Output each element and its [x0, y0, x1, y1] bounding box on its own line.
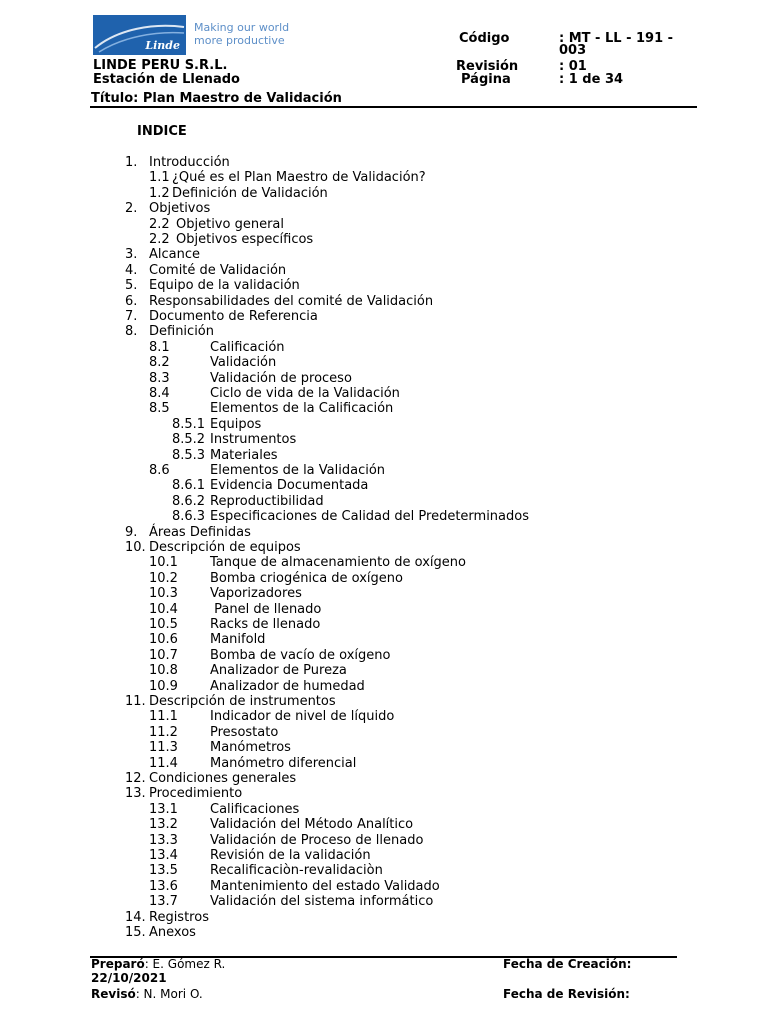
toc-entry-text: Ciclo de vida de la Validación — [210, 386, 400, 401]
toc-entry-number: 10.9 — [149, 678, 178, 694]
toc-entry-number: 8.4 — [149, 386, 170, 401]
toc-entry-text: Especificaciones de Calidad del Predeterminados — [210, 509, 529, 525]
toc-entry-number: 11.1 — [149, 709, 178, 725]
toc-entry-number: 11. — [125, 694, 146, 709]
toc-entry-text: Analizador de humedad — [210, 678, 365, 694]
toc-entry-number: 13.3 — [149, 832, 178, 848]
toc-entry-number: 6. — [125, 293, 138, 309]
toc-entry-number: 8.6.3 — [172, 509, 206, 525]
toc-entry-text: Alcance — [149, 247, 201, 263]
toc-entry-text: Vaporizadores — [210, 586, 302, 602]
toc-entry-text: Elementos de la Calificación — [210, 401, 394, 417]
toc-entry-text: Condiciones generales — [149, 771, 297, 786]
toc-entry-number: 13.7 — [149, 894, 178, 910]
company-name: LINDE PERU S.R.L. — [93, 58, 228, 73]
header-divider — [90, 106, 697, 108]
toc-entry-number: 10.7 — [149, 647, 178, 663]
toc-entry-number: 11.4 — [149, 755, 178, 771]
toc-entry-text: Descripción de instrumentos — [149, 694, 336, 709]
toc-entry-number: 10.5 — [149, 617, 178, 632]
toc-entry-number: 15. — [125, 925, 146, 940]
toc-entry-text: Definición — [149, 324, 214, 340]
toc-entry-number: 8.2 — [149, 355, 170, 371]
toc-entry-number: 1. — [125, 155, 138, 170]
toc-entry-number: 10.8 — [149, 663, 178, 679]
toc-entry-text: Definición de Validación — [172, 185, 328, 201]
toc-entry-text: Documento de Referencia — [149, 309, 318, 324]
toc-entry-text: Materiales — [210, 447, 278, 463]
toc-entry-text: Anexos — [149, 925, 196, 940]
toc-entry-text: Validación del sistema informático — [210, 894, 434, 910]
toc-entry-text: Objetivos específicos — [176, 232, 314, 247]
toc-entry-text: Indicador de nivel de líquido — [210, 709, 395, 725]
toc-entry-text: Manifold — [210, 632, 266, 648]
toc-entry-number: 10. — [125, 540, 146, 555]
toc-entry-text: Elementos de la Validación — [210, 463, 386, 478]
toc-entry-number: 1.1 — [149, 170, 170, 186]
pagina-value: : 1 de 34 — [559, 72, 624, 87]
toc-entry-text: Introducción — [149, 155, 230, 170]
preparo-line — [91, 958, 225, 971]
toc-entry-number: 8.6.1 — [172, 478, 206, 494]
toc-entry-text: Validación del Método Analítico — [210, 817, 414, 833]
toc-entry-text: Equipos — [210, 416, 262, 432]
toc-entry-text: Validación de proceso — [210, 370, 352, 386]
toc-entry-text: Comité de Validación — [149, 262, 287, 278]
toc-entry-number: 13.1 — [149, 801, 178, 817]
toc-entry-text: Bomba de vacío de oxígeno — [210, 647, 391, 663]
revision-value: : 01 — [559, 59, 587, 74]
toc-entry-number: 10.6 — [149, 632, 178, 648]
toc-entry-number: 8.5 — [149, 401, 170, 417]
preparo-label: Preparó — [91, 957, 145, 971]
linde-logo — [93, 15, 186, 55]
toc-entry-text: ¿Qué es el Plan Maestro de Validación? — [172, 170, 426, 186]
toc-entry-number: 8.5.2 — [172, 432, 206, 448]
toc-entry-text: Panel de llenado — [210, 601, 322, 617]
toc-entry-number: 2.2 — [149, 232, 170, 247]
toc-entry-number: 8. — [125, 324, 138, 340]
toc-entry-number: 11.2 — [149, 724, 178, 740]
toc-entry-number: 8.3 — [149, 370, 170, 386]
codigo-value-line1: : MT - LL - 191 - — [559, 31, 674, 46]
toc-entry-number: 3. — [125, 247, 138, 263]
toc-entry-text: Descripción de equipos — [149, 540, 301, 555]
pagina-label: Página — [461, 72, 511, 87]
toc-entry-text: Tanque de almacenamiento de oxígeno — [210, 555, 466, 571]
toc-entry-number: 8.6.2 — [172, 493, 206, 509]
toc-entry-text: Revisión de la validación — [210, 848, 371, 863]
toc-entry-number: 13.4 — [149, 848, 178, 863]
toc-entry-number: 8.6 — [149, 463, 170, 478]
toc-entry-text: Racks de llenado — [210, 617, 321, 632]
toc-entry-number: 13.5 — [149, 863, 178, 879]
toc-entry-text: Validación — [210, 355, 277, 371]
toc-entry-number: 10.4 — [149, 601, 178, 617]
toc-entry-number: 2. — [125, 201, 138, 217]
codigo-label: Código — [459, 31, 510, 46]
toc-entry-number: 13.6 — [149, 878, 178, 894]
preparo-value: : E. Gómez R. — [144, 957, 226, 971]
preparo-date: 22/10/2021 — [91, 971, 167, 985]
toc-entry-text: Manómetros — [210, 740, 291, 756]
toc-entry-number: 8.1 — [149, 339, 170, 355]
toc-entry-number: 9. — [125, 524, 138, 540]
toc-entry-number: 13.2 — [149, 817, 178, 833]
toc-entry-text: Recalificaciòn-revalidaciòn — [210, 863, 383, 879]
fecha-creacion-label: Fecha de Creación: — [503, 957, 632, 971]
toc-entry-text: Presostato — [210, 724, 279, 740]
tagline: Making our world more productive — [194, 21, 290, 47]
toc-entry-number: 10.3 — [149, 586, 178, 602]
toc-entry-text: Evidencia Documentada — [210, 478, 369, 494]
toc-entry-text: Instrumentos — [210, 432, 297, 448]
table-of-contents — [0, 155, 768, 945]
document-title: Título: Plan Maestro de Validación — [91, 91, 342, 106]
toc-entry-number: 7. — [125, 309, 138, 324]
toc-entry-text: Bomba criogénica de oxígeno — [210, 570, 403, 586]
toc-entry-text: Equipo de la validación — [149, 278, 300, 294]
toc-entry-text: Responsabilidades del comité de Validación — [149, 293, 434, 309]
toc-entry-text: Registros — [149, 909, 209, 925]
toc-entry-text: Procedimiento — [149, 786, 243, 802]
toc-entry-text: Mantenimiento del estado Validado — [210, 878, 440, 894]
toc-entry-text: Áreas Definidas — [149, 524, 251, 540]
toc-entry-text: Reproductibilidad — [210, 493, 324, 509]
index-heading: INDICE — [137, 124, 187, 139]
fecha-revision-label: Fecha de Revisión: — [503, 987, 630, 1001]
toc-entry-number: 10.1 — [149, 555, 178, 571]
revision-label: Revisión — [456, 59, 519, 74]
site-name: Estación de Llenado — [93, 72, 240, 87]
toc-entry-number: 8.5.1 — [172, 416, 206, 432]
toc-entry-number: 10.2 — [149, 570, 178, 586]
toc-entry-number: 2.2 — [149, 216, 170, 232]
toc-entry-text: Manómetro diferencial — [210, 755, 357, 771]
toc-entry-text: Analizador de Pureza — [210, 663, 347, 679]
toc-entry-number: 14. — [125, 909, 146, 925]
toc-entry-text: Objetivos — [149, 201, 211, 217]
reviso-line — [91, 988, 203, 1001]
toc-entry-text: Calificaciones — [210, 801, 300, 817]
toc-entry-number: 1.2 — [149, 185, 170, 201]
toc-entry-number: 8.5.3 — [172, 447, 206, 463]
toc-entry-number: 13. — [125, 786, 146, 802]
toc-entry-number: 11.3 — [149, 740, 178, 756]
logo-text: Linde — [145, 39, 180, 52]
reviso-value: : N. Mori O. — [135, 987, 203, 1001]
toc-entry-number: 5. — [125, 278, 138, 294]
codigo-value-line2: 003 — [559, 43, 587, 58]
reviso-label: Revisó — [91, 987, 136, 1001]
toc-entry-text: Objetivo general — [176, 216, 284, 232]
toc-entry-number: 12. — [125, 771, 146, 786]
toc-entry-number: 4. — [125, 262, 138, 278]
toc-entry-text: Calificación — [210, 339, 285, 355]
toc-entry-text: Validación de Proceso de llenado — [210, 832, 424, 848]
